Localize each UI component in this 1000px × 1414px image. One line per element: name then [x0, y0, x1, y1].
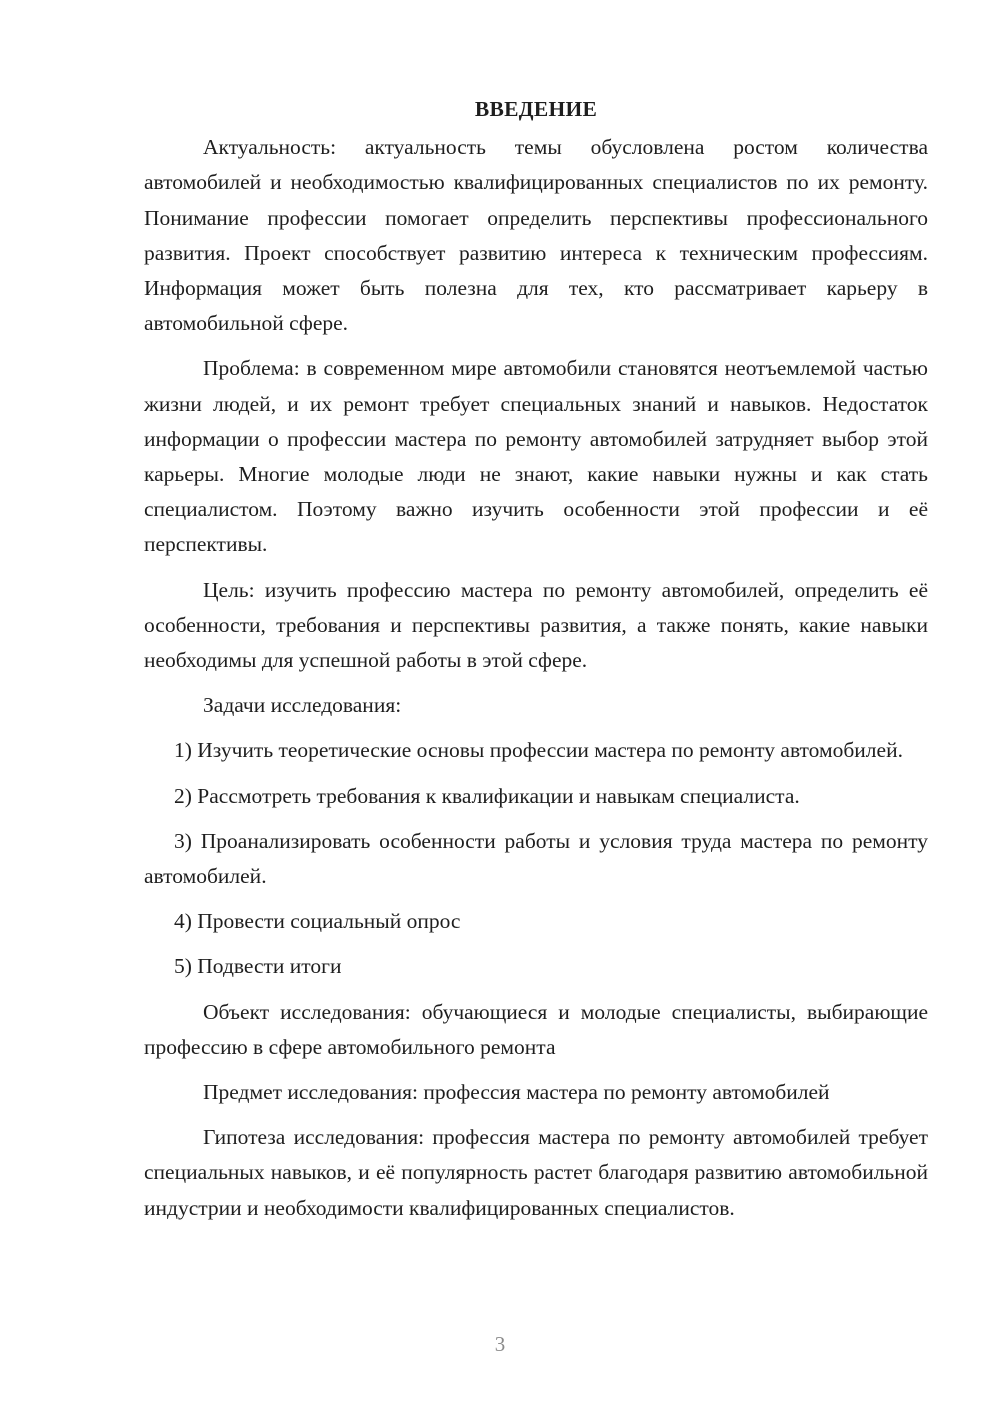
task-item-2: 2) Рассмотреть требования к квалификации и навыкам специалиста. — [174, 783, 800, 808]
paragraph-goal: Цель: изучить профессию мастера по ремонту автомобилей, определить её особенности, требования и перспективы развития, а также понять, какие навыки необходимы для успешной работы в этой сфере. — [144, 577, 928, 673]
task-item-3: 3) Проанализировать особенности работы и условия труда мастера по ремонту автомобилей. — [144, 828, 928, 889]
paragraph-object: Объект исследования: обучающиеся и молодые специалисты, выбирающие профессию в сфере автомобильного ремонта — [144, 999, 928, 1059]
paragraph-tasks-heading: Задачи исследования: — [203, 693, 402, 718]
task-item-5: 5) Подвести итоги — [174, 954, 342, 979]
section-title: ВВЕДЕНИЕ — [474, 97, 598, 121]
paragraph-relevance: Актуальность: актуальность темы обусловлена ростом количества автомобилей и необходимостью квалифицированных специалистов по их ремонту. Понимание профессии помогает определить перспективы профессионального развития. Проект способствует развитию интереса к техническим профессиям. Информация может быть полезна для тех, кто рассматривает карьеру в автомобильной сфере. — [144, 135, 928, 336]
page-number: 3 — [494, 1332, 506, 1356]
paragraph-subject: Предмет исследования: профессия мастера по ремонту автомобилей — [203, 1080, 830, 1105]
paragraph-problem: Проблема: в современном мире автомобили становятся неотъемлемой частью жизни людей, и их ремонт требует специальных знаний и навыков. Недостаток информации о профессии мастера по ремонту автомобилей затрудняет выбор этой карьеры. Многие молодые люди не знают, какие навыки нужны и как стать специалистом. Поэтому важно изучить особенности этой профессии и её перспективы. — [144, 356, 928, 557]
task-item-4: 4) Провести социальный опрос — [174, 909, 461, 934]
task-item-1: 1) Изучить теоретические основы профессии мастера по ремонту автомобилей. — [174, 738, 903, 763]
paragraph-hypothesis: Гипотеза исследования: профессия мастера по ремонту автомобилей требует специальных навыков, и её популярность растет благодаря развитию автомобильной индустрии и необходимости квалифицированных специалистов. — [144, 1125, 928, 1220]
document-page — [144, 92, 928, 1236]
